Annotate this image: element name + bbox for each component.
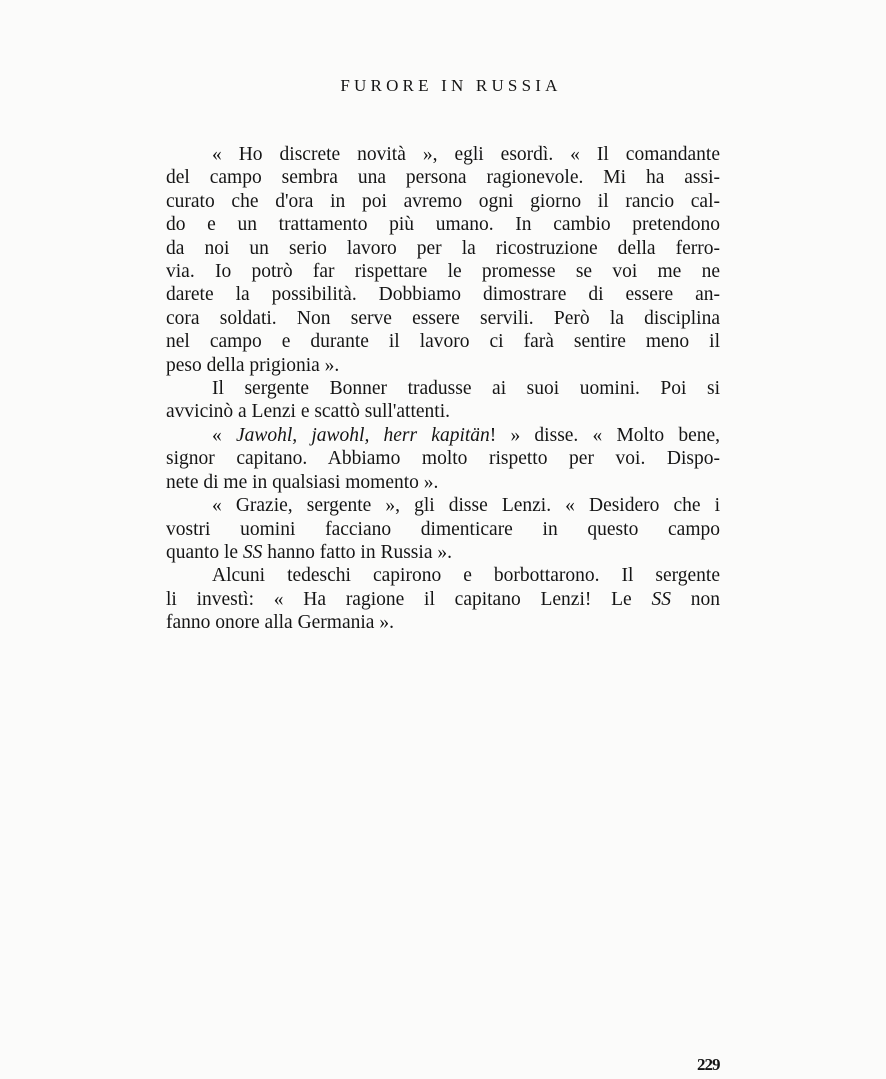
text-line: « Grazie, sergente », gli disse Lenzi. « Desidero che i <box>212 495 720 517</box>
text-segment: ! » disse. « Molto bene, <box>489 424 721 446</box>
text-line: da noi un serio lavoro per la ricostruzione della ferro- <box>166 237 720 259</box>
text-line <box>166 541 720 564</box>
body-text <box>166 143 720 635</box>
text-line: del campo sembra una persona ragionevole. Mi ha assi- <box>166 167 720 189</box>
text-segment: non <box>670 588 721 610</box>
text-line: avvicinò a Lenzi e scattò sull'attenti. <box>166 401 450 423</box>
text-line: nel campo e durante il lavoro ci farà sentire meno il <box>166 331 720 353</box>
text-line: vostri uomini facciano dimenticare in questo campo <box>166 518 720 540</box>
text-line <box>166 424 720 447</box>
text-line: « Ho discrete novità », egli esordì. « Il comandante <box>212 144 720 165</box>
text-segment: « <box>212 424 236 446</box>
text-segment: li investì: « Ha ragione il capitano Lenzi! Le <box>166 588 652 610</box>
italic-segment: SS <box>651 588 671 610</box>
text-line: do e un trattamento più umano. In cambio pretendono <box>166 214 720 236</box>
text-line: peso della prigionia ». <box>166 354 340 376</box>
text-line: curato che d'ora in poi avremo ogni giorno il rancio cal- <box>166 190 720 212</box>
text-line: darete la possibilità. Dobbiamo dimostrare di essere an- <box>166 284 720 306</box>
text-line <box>166 588 720 611</box>
running-head: FURORE IN RUSSIA <box>340 76 562 95</box>
text-line: fanno onore alla Germania ». <box>166 612 394 634</box>
text-line: Alcuni tedeschi capirono e borbottarono. Il sergente <box>212 565 720 587</box>
text-line: nete di me in qualsiasi momento ». <box>166 471 439 493</box>
text-line: cora soldati. Non serve essere servili. Però la disciplina <box>166 307 720 329</box>
text-line: signor capitano. Abbiamo molto rispetto per voi. Dispo- <box>166 448 720 470</box>
page-number: 229 <box>697 1055 720 1074</box>
text-segment: hanno fatto in Russia ». <box>262 541 452 563</box>
text-line: via. Io potrò far rispettare le promesse se voi me ne <box>166 261 720 283</box>
text-segment: quanto le <box>166 541 243 563</box>
italic-segment: SS <box>242 541 263 563</box>
italic-segment: Jawohl, jawohl, herr kapitän <box>235 424 490 446</box>
text-line: Il sergente Bonner tradusse ai suoi uomini. Poi si <box>212 378 720 400</box>
